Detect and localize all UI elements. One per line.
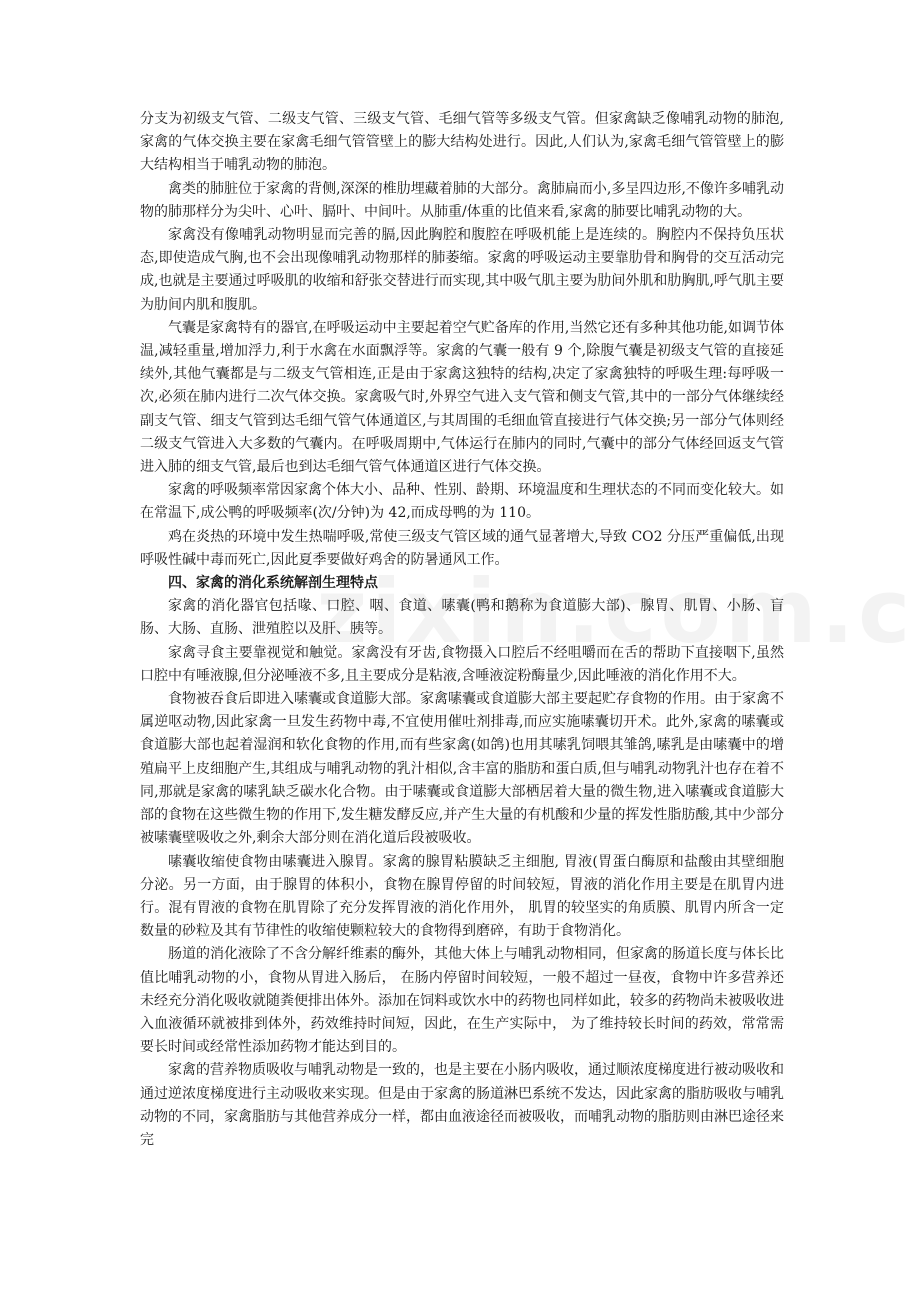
paragraph: 肠道的消化液除了不含分解纤维素的酶外，其他大体上与哺乳动物相同，但家禽的肠道长度与体长比值比哺乳动物的小，食物从胃进入肠后， 在肠内停留时间较短，一般不超过一昼夜，食物中许多营养还未经充分消化吸收就随粪便排出体外。添加在饲料或饮水中的药物也同样如此，较多的药物尚未被吸收进入血液循环就被排到体外，药效维持时间短，因此，在生产实际中， 为了维持较长时间的药效，常常需要长时间或经常性添加药物才能达到目的。 bbox=[140, 946, 784, 1056]
paragraph: 家禽的消化器官包括喙、口腔、咽、食道、嗉囊(鸭和鹅称为食道膨大部)、腺胃、肌胃、小肠、盲肠、大肠、直肠、泄殖腔以及肝、胰等。 bbox=[140, 598, 784, 638]
paragraph: 家禽的呼吸频率常因家禽个体大小、品种、性别、龄期、环境温度和生理状态的不同而变化较大。如在常温下,成公鸭的呼吸频率(次/分钟)为 42,而成母鸭的为 110。 bbox=[140, 482, 784, 522]
paragraph: 食物被吞食后即进入嗉囊或食道膨大部。家禽嗉囊或食道膨大部主要起贮存食物的作用。由于家禽不属逆呕动物,因此家禽一旦发生药物中毒,不宜使用催吐剂排毒,而应实施嗉囊切开术。此外,家禽的嗉囊或食道膨大部也起着湿润和软化食物的作用,而有些家禽(如鸽)也用其嗉乳饲喂其雏鸽,嗉乳是由嗉囊中的增殖扁平上皮细胞产生,其组成与哺乳动物的乳汁相似,含丰富的脂肪和蛋白质,但与哺乳动物乳汁也存在着不同,那就是家禽的嗉乳缺乏碳水化合物。由于嗉囊或食道膨大部栖居着大量的微生物,进入嗉囊或食道膨大部的食物在这些微生物的作用下,发生糖发酵反应,并产生大量的有机酸和少量的挥发性脂肪酸,其中少部分被嗉囊壁吸收之外,剩余大部分则在消化道后段被吸收。 bbox=[140, 691, 784, 847]
document-body bbox=[140, 108, 784, 1152]
paragraph: 家禽寻食主要靠视觉和触觉。家禽没有牙齿,食物摄入口腔后不经咀嚼而在舌的帮助下直接咽下,虽然口腔中有唾液腺,但分泌唾液不多,且主要成分是粘液,含唾液淀粉酶量少,因此唾液的消化作用不大。 bbox=[140, 644, 784, 684]
paragraph: 家禽的营养物质吸收与哺乳动物是一致的，也是主要在小肠内吸收，通过顺浓度梯度进行被动吸收和通过逆浓度梯度进行主动吸收来实现。但是由于家禽的肠道淋巴系统不发达，因此家禽的脂肪吸收与哺乳动物的不同，家禽脂肪与其他营养成分一样，都由血液途径而被吸收，而哺乳动物的脂肪则由淋巴途径来完 bbox=[140, 1062, 784, 1148]
paragraph: 分支为初级支气管、二级支气管、三级支气管、毛细气管等多级支气管。但家禽缺乏像哺乳动物的肺泡,家禽的气体交换主要在家禽毛细气管管壁上的膨大结构处进行。因此,人们认为,家禽毛细气管管壁上的膨大结构相当于哺乳动物的肺泡。 bbox=[140, 111, 784, 174]
paragraph: 禽类的肺脏位于家禽的背侧,深深的椎肋埋藏着肺的大部分。禽肺扁而小,多呈四边形,不像许多哺乳动物的肺那样分为尖叶、心叶、膈叶、中间叶。从肺重/体重的比值来看,家禽的肺要比哺乳动物的大。 bbox=[140, 180, 784, 220]
paragraph: 家禽没有像哺乳动物明显而完善的膈,因此胸腔和腹腔在呼吸机能上是连续的。胸腔内不保持负压状态,即使造成气胸,也不会出现像哺乳动物那样的肺萎缩。家禽的呼吸运动主要靠肋骨和胸骨的交互活动完成,也就是主要通过呼吸肌的收缩和舒张交替进行而实现,其中吸气肌主要为肋间外肌和肋胸肌,呼气肌主要为肋间内肌和腹肌。 bbox=[140, 227, 784, 313]
paragraph: 嗉囊收缩使食物由嗉囊进入腺胃。家禽的腺胃粘膜缺乏主细胞, 胃液(胃蛋白酶原和盐酸由其壁细胞分泌。另一方面，由于腺胃的体积小，食物在腺胃停留的时间较短，胃液的消化作用主要是在肌胃内进行。混有胃液的食物在肌胃除了充分发挥胃液的消化作用外， 肌胃的较坚实的角质膜、肌胃内所含一定数量的砂粒及其有节律性的收缩使颗粒较大的食物得到磨碎，有助于食物消化。 bbox=[140, 853, 784, 940]
paragraph: 气囊是家禽特有的器官,在呼吸运动中主要起着空气贮备库的作用,当然它还有多种其他功能,如调节体温,减轻重量,增加浮力,利于水禽在水面飘浮等。家禽的气囊一般有 9 个,除腹气囊是初级支气管的直接延续外,其他气囊都是与二级支气管相连,正是由于家禽这独特的结构,决定了家禽独特的呼吸生理:每呼吸一次,必须在肺内进行二次气体交换。家禽吸气时,外界空气进入支气管和侧支气管,其中的一部分气体继续经副支气管、细支气管到达毛细气管气体通道区,与其周围的毛细血管直接进行气体交换;另一部分气体则经二级支气管进入大多数的气囊内。在呼吸周期中,气体运行在肺内的同时,气囊中的部分气体经回返支气管进入肺的细支气管,最后也到达毛细气管气体通道区进行气体交换。 bbox=[140, 319, 784, 476]
section-heading: 四、家禽的消化系统解剖生理特点 bbox=[168, 575, 378, 592]
paragraph: 鸡在炎热的环境中发生热喘呼吸,常使三级支气管区域的通气显著增大,导致 CO2 分压严重偏低,出现呼吸性碱中毒而死亡,因此夏季要做好鸡舍的防暑通风工作。 bbox=[140, 528, 784, 568]
